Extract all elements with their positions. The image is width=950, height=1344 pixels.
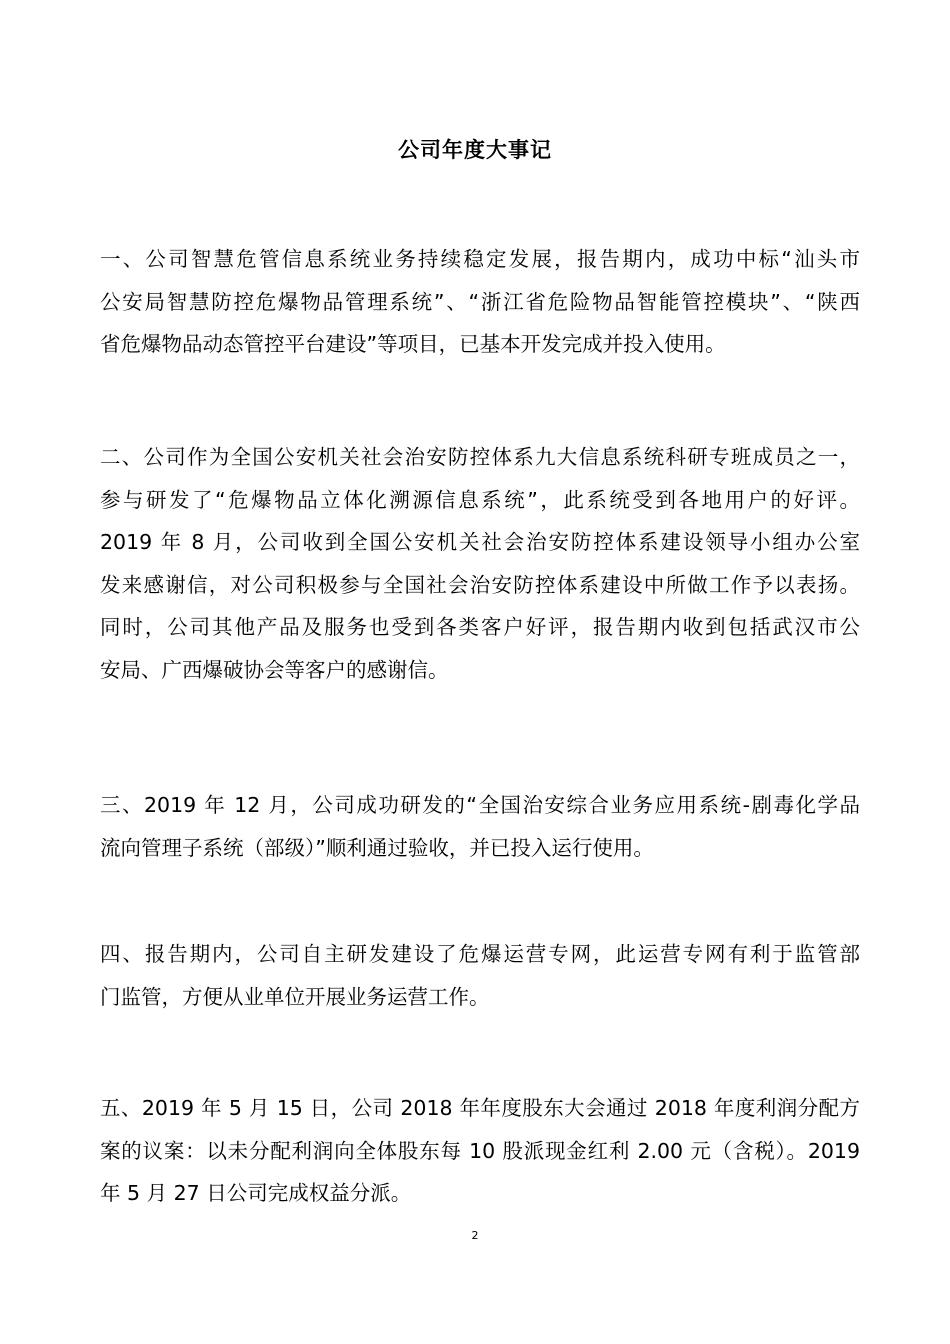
page-number: 2 (471, 1229, 479, 1242)
paragraph-line: 同时，公司其他产品及服务也受到各类客户好评，报告期内收到包括武汉市公 (100, 615, 860, 639)
paragraph-line: 一、公司智慧危管信息系统业务持续稳定发展，报告期内，成功中标“汕头市 (100, 247, 860, 271)
paragraph-line: 门监管，方便从业单位开展业务运营工作。 (100, 984, 490, 1009)
paragraph-line: 省危爆物品动态管控平台建设”等项目，已基本开发完成并投入使用。 (100, 332, 726, 356)
paragraph-line: 发来感谢信，对公司积极参与全国社会治安防控体系建设中所做工作予以表扬。 (100, 572, 860, 597)
paragraph-line: 二、公司作为全国公安机关社会治安防控体系九大信息系统科研专班成员之一， (100, 445, 860, 469)
paragraph-line: 2019 年 8 月，公司收到全国公安机关社会治安防控体系建设领导小组办公室 (100, 530, 860, 554)
paragraph-line: 案的议案：以未分配利润向全体股东每 10 股派现金红利 2.00 元（含税）。2019 (100, 1138, 860, 1163)
paragraph-line: 公安局智慧防控危爆物品管理系统”、“浙江省危险物品智能管控模块”、“陕西 (100, 289, 860, 314)
paragraph-line: 安局、广西爆破协会等客户的感谢信。 (100, 657, 449, 682)
paragraph-line: 三、2019 年 12 月，公司成功研发的“全国治安综合业务应用系统-剧毒化学品 (100, 793, 860, 817)
paragraph-line: 四、报告期内，公司自主研发建设了危爆运营专网，此运营专网有利于监管部 (100, 942, 860, 966)
paragraph-5 (100, 1087, 860, 1215)
paragraph-4 (100, 933, 860, 1018)
paragraph-line: 五、2019 年 5 月 15 日，公司 2018 年年度股东大会通过 2018 年度利润分配方 (100, 1096, 860, 1120)
paragraph-line: 流向管理子系统（部级）”顺利通过验收，并已投入运行使用。 (100, 835, 654, 860)
paragraph-line: 参与研发了“危爆物品立体化溯源信息系统”，此系统受到各地用户的好评。 (100, 487, 860, 512)
paragraph-1 (100, 238, 860, 366)
paragraph-line: 年 5 月 27 日公司完成权益分派。 (100, 1181, 412, 1205)
paragraph-2 (100, 436, 860, 691)
paragraph-3 (100, 784, 860, 869)
page-title: 公司年度大事记 (398, 138, 552, 162)
